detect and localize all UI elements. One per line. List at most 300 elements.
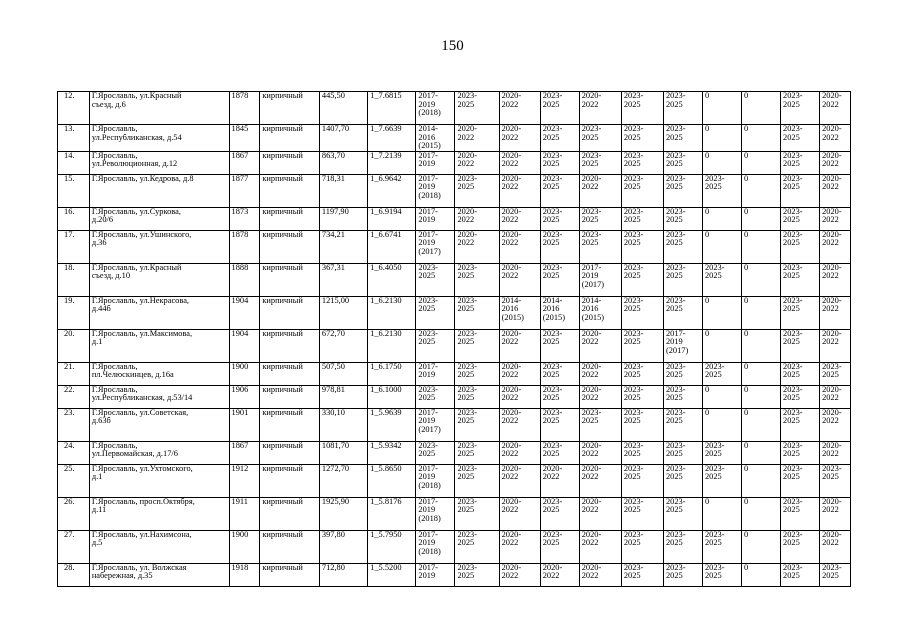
period-9-cell: 0 (742, 207, 781, 230)
period-9-cell: 0 (742, 125, 781, 152)
period-4-cell: 2023- 2025 (540, 263, 579, 296)
building-code-cell: 1_5.8176 (368, 497, 416, 530)
building-code-cell: 1_5.7950 (368, 530, 416, 563)
period-10-cell: 2023- 2025 (781, 263, 820, 296)
period-2-cell: 2023- 2025 (455, 263, 499, 296)
row-number-cell: 15. (58, 174, 90, 207)
period-8-cell: 0 (702, 230, 741, 263)
wall-material-cell: кирпичный (260, 125, 320, 152)
address-cell: Г.Ярославль, ул.Нахимсона, д.5 (89, 530, 229, 563)
period-7-cell: 2023- 2025 (663, 174, 702, 207)
period-6-cell: 2023- 2025 (621, 497, 663, 530)
period-11-cell: 2023- 2025 (820, 563, 851, 586)
table-row (58, 441, 851, 464)
period-1-cell: 2017- 2019 (2018) (416, 530, 455, 563)
building-code-cell: 1_6.2130 (368, 329, 416, 362)
row-number-cell: 25. (58, 464, 90, 497)
period-3-cell: 2020- 2022 (499, 441, 540, 464)
period-3-cell: 2020- 2022 (499, 362, 540, 385)
period-9-cell: 0 (742, 230, 781, 263)
wall-material-cell: кирпичный (260, 497, 320, 530)
period-7-cell: 2023- 2025 (663, 497, 702, 530)
wall-material-cell: кирпичный (260, 441, 320, 464)
buildings-table (57, 91, 851, 587)
period-2-cell: 2020- 2022 (455, 151, 499, 174)
year-built-cell: 1867 (229, 441, 260, 464)
period-5-cell: 2020- 2022 (579, 385, 621, 408)
period-5-cell: 2023- 2025 (579, 125, 621, 152)
period-2-cell: 2023- 2025 (455, 408, 499, 441)
row-number-cell: 27. (58, 530, 90, 563)
period-7-cell: 2023- 2025 (663, 151, 702, 174)
table-row (58, 125, 851, 152)
period-8-cell: 0 (702, 408, 741, 441)
building-code-cell: 1_5.9342 (368, 441, 416, 464)
year-built-cell: 1904 (229, 296, 260, 329)
area-cell: 1081,70 (319, 441, 367, 464)
period-2-cell: 2023- 2025 (455, 362, 499, 385)
period-6-cell: 2023- 2025 (621, 408, 663, 441)
period-9-cell: 0 (742, 441, 781, 464)
period-9-cell: 0 (742, 329, 781, 362)
row-number-cell: 14. (58, 151, 90, 174)
period-7-cell: 2023- 2025 (663, 125, 702, 152)
building-code-cell: 1_5.8650 (368, 464, 416, 497)
period-6-cell: 2023- 2025 (621, 263, 663, 296)
wall-material-cell: кирпичный (260, 92, 320, 125)
wall-material-cell: кирпичный (260, 408, 320, 441)
period-1-cell: 2017- 2019 (2018) (416, 174, 455, 207)
building-code-cell: 1_6.1750 (368, 362, 416, 385)
period-10-cell: 2023- 2025 (781, 362, 820, 385)
row-number-cell: 26. (58, 497, 90, 530)
area-cell: 397,80 (319, 530, 367, 563)
period-5-cell: 2020- 2022 (579, 530, 621, 563)
period-5-cell: 2023- 2025 (579, 151, 621, 174)
period-10-cell: 2023- 2025 (781, 530, 820, 563)
period-10-cell: 2023- 2025 (781, 174, 820, 207)
row-number-cell: 19. (58, 296, 90, 329)
period-2-cell: 2020- 2022 (455, 207, 499, 230)
area-cell: 445,50 (319, 92, 367, 125)
area-cell: 734,21 (319, 230, 367, 263)
table-row (58, 464, 851, 497)
area-cell: 718,31 (319, 174, 367, 207)
building-code-cell: 1_6.2130 (368, 296, 416, 329)
period-1-cell: 2017- 2019 (2018) (416, 497, 455, 530)
wall-material-cell: кирпичный (260, 263, 320, 296)
area-cell: 507,50 (319, 362, 367, 385)
period-1-cell: 2017- 2019 (416, 151, 455, 174)
building-code-cell: 1_6.9194 (368, 207, 416, 230)
period-5-cell: 2020- 2022 (579, 174, 621, 207)
period-10-cell: 2023- 2025 (781, 207, 820, 230)
period-6-cell: 2023- 2025 (621, 174, 663, 207)
period-4-cell: 2023- 2025 (540, 441, 579, 464)
period-10-cell: 2023- 2025 (781, 497, 820, 530)
area-cell: 367,31 (319, 263, 367, 296)
period-9-cell: 0 (742, 92, 781, 125)
year-built-cell: 1867 (229, 151, 260, 174)
period-2-cell: 2023- 2025 (455, 497, 499, 530)
period-11-cell: 2020- 2022 (820, 497, 851, 530)
row-number-cell: 21. (58, 362, 90, 385)
period-8-cell: 0 (702, 296, 741, 329)
year-built-cell: 1906 (229, 385, 260, 408)
wall-material-cell: кирпичный (260, 464, 320, 497)
period-2-cell: 2023- 2025 (455, 92, 499, 125)
period-8-cell: 2023- 2025 (702, 441, 741, 464)
period-10-cell: 2023- 2025 (781, 408, 820, 441)
year-built-cell: 1877 (229, 174, 260, 207)
period-4-cell: 2023- 2025 (540, 497, 579, 530)
period-9-cell: 0 (742, 385, 781, 408)
table-row (58, 408, 851, 441)
period-4-cell: 2020- 2022 (540, 464, 579, 497)
period-3-cell: 2014- 2016 (2015) (499, 296, 540, 329)
period-3-cell: 2020- 2022 (499, 408, 540, 441)
period-4-cell: 2023- 2025 (540, 92, 579, 125)
table-row (58, 497, 851, 530)
year-built-cell: 1904 (229, 329, 260, 362)
area-cell: 978,81 (319, 385, 367, 408)
period-3-cell: 2020- 2022 (499, 263, 540, 296)
table-row (58, 385, 851, 408)
period-7-cell: 2023- 2025 (663, 530, 702, 563)
building-code-cell: 1_6.6741 (368, 230, 416, 263)
wall-material-cell: кирпичный (260, 385, 320, 408)
period-6-cell: 2023- 2025 (621, 563, 663, 586)
period-11-cell: 2023- 2025 (820, 464, 851, 497)
year-built-cell: 1901 (229, 408, 260, 441)
year-built-cell: 1900 (229, 362, 260, 385)
building-code-cell: 1_7.2139 (368, 151, 416, 174)
period-7-cell: 2023- 2025 (663, 464, 702, 497)
address-cell: Г.Ярославль, ул.Красный съезд, д.6 (89, 92, 229, 125)
period-4-cell: 2023- 2025 (540, 362, 579, 385)
address-cell: Г.Ярославль, ул. Волжская набережная, д.35 (89, 563, 229, 586)
period-7-cell: 2023- 2025 (663, 230, 702, 263)
period-2-cell: 2020- 2022 (455, 230, 499, 263)
period-3-cell: 2020- 2022 (499, 530, 540, 563)
address-cell: Г.Ярославль, ул.Некрасова, д.44б (89, 296, 229, 329)
period-10-cell: 2023- 2025 (781, 563, 820, 586)
period-8-cell: 2023- 2025 (702, 174, 741, 207)
row-number-cell: 28. (58, 563, 90, 586)
wall-material-cell: кирпичный (260, 329, 320, 362)
year-built-cell: 1878 (229, 92, 260, 125)
table-row (58, 362, 851, 385)
period-3-cell: 2020- 2022 (499, 329, 540, 362)
period-2-cell: 2023- 2025 (455, 385, 499, 408)
period-8-cell: 0 (702, 125, 741, 152)
period-8-cell: 0 (702, 385, 741, 408)
period-4-cell: 2023- 2025 (540, 174, 579, 207)
period-10-cell: 2023- 2025 (781, 296, 820, 329)
period-11-cell: 2020- 2022 (820, 263, 851, 296)
year-built-cell: 1911 (229, 497, 260, 530)
table-row (58, 92, 851, 125)
period-2-cell: 2023- 2025 (455, 174, 499, 207)
period-7-cell: 2023- 2025 (663, 441, 702, 464)
area-cell: 1272,70 (319, 464, 367, 497)
period-1-cell: 2023- 2025 (416, 329, 455, 362)
period-5-cell: 2020- 2022 (579, 441, 621, 464)
row-number-cell: 24. (58, 441, 90, 464)
year-built-cell: 1845 (229, 125, 260, 152)
period-6-cell: 2023- 2025 (621, 230, 663, 263)
building-code-cell: 1_5.5200 (368, 563, 416, 586)
row-number-cell: 17. (58, 230, 90, 263)
address-cell: Г.Ярославль, ул.Красный съезд, д.10 (89, 263, 229, 296)
period-10-cell: 2023- 2025 (781, 92, 820, 125)
period-11-cell: 2020- 2022 (820, 408, 851, 441)
period-9-cell: 0 (742, 362, 781, 385)
period-1-cell: 2017- 2019 (2018) (416, 464, 455, 497)
address-cell: Г.Ярославль, ул.Революционная, д.12 (89, 151, 229, 174)
period-10-cell: 2023- 2025 (781, 385, 820, 408)
period-2-cell: 2023- 2025 (455, 441, 499, 464)
period-5-cell: 2023- 2025 (579, 230, 621, 263)
period-8-cell: 2023- 2025 (702, 464, 741, 497)
period-9-cell: 0 (742, 530, 781, 563)
row-number-cell: 23. (58, 408, 90, 441)
wall-material-cell: кирпичный (260, 207, 320, 230)
period-8-cell: 0 (702, 207, 741, 230)
address-cell: Г.Ярославль, ул.Республиканская, д.54 (89, 125, 229, 152)
period-11-cell: 2020- 2022 (820, 207, 851, 230)
period-7-cell: 2023- 2025 (663, 408, 702, 441)
table-row (58, 207, 851, 230)
period-2-cell: 2023- 2025 (455, 464, 499, 497)
period-1-cell: 2017- 2019 (416, 362, 455, 385)
year-built-cell: 1900 (229, 530, 260, 563)
area-cell: 672,70 (319, 329, 367, 362)
period-8-cell: 0 (702, 92, 741, 125)
period-1-cell: 2017- 2019 (416, 207, 455, 230)
period-9-cell: 0 (742, 296, 781, 329)
period-10-cell: 2023- 2025 (781, 441, 820, 464)
wall-material-cell: кирпичный (260, 362, 320, 385)
period-4-cell: 2023- 2025 (540, 530, 579, 563)
area-cell: 712,80 (319, 563, 367, 586)
period-7-cell: 2023- 2025 (663, 263, 702, 296)
address-cell: Г.Ярославль, ул.Суркова, д.20/6 (89, 207, 229, 230)
period-5-cell: 2020- 2022 (579, 563, 621, 586)
period-6-cell: 2023- 2025 (621, 125, 663, 152)
period-7-cell: 2023- 2025 (663, 563, 702, 586)
row-number-cell: 20. (58, 329, 90, 362)
period-5-cell: 2017- 2019 (2017) (579, 263, 621, 296)
period-3-cell: 2020- 2022 (499, 207, 540, 230)
period-4-cell: 2023- 2025 (540, 385, 579, 408)
period-1-cell: 2023- 2025 (416, 296, 455, 329)
period-6-cell: 2023- 2025 (621, 92, 663, 125)
period-6-cell: 2023- 2025 (621, 441, 663, 464)
period-4-cell: 2023- 2025 (540, 408, 579, 441)
period-10-cell: 2023- 2025 (781, 151, 820, 174)
period-1-cell: 2017- 2019 (2017) (416, 230, 455, 263)
period-10-cell: 2023- 2025 (781, 329, 820, 362)
wall-material-cell: кирпичный (260, 296, 320, 329)
building-code-cell: 1_6.9642 (368, 174, 416, 207)
period-5-cell: 2020- 2022 (579, 464, 621, 497)
period-6-cell: 2023- 2025 (621, 151, 663, 174)
wall-material-cell: кирпичный (260, 174, 320, 207)
period-6-cell: 2023- 2025 (621, 329, 663, 362)
period-11-cell: 2020- 2022 (820, 174, 851, 207)
period-1-cell: 2014- 2016 (2015) (416, 125, 455, 152)
period-11-cell: 2020- 2022 (820, 92, 851, 125)
period-2-cell: 2023- 2025 (455, 296, 499, 329)
period-11-cell: 2020- 2022 (820, 151, 851, 174)
period-3-cell: 2020- 2022 (499, 125, 540, 152)
period-2-cell: 2023- 2025 (455, 530, 499, 563)
period-5-cell: 2020- 2022 (579, 497, 621, 530)
period-9-cell: 0 (742, 464, 781, 497)
period-8-cell: 0 (702, 497, 741, 530)
period-5-cell: 2020- 2022 (579, 362, 621, 385)
page-number: 150 (441, 38, 464, 54)
period-4-cell: 2014- 2016 (2015) (540, 296, 579, 329)
period-8-cell: 2023- 2025 (702, 530, 741, 563)
year-built-cell: 1878 (229, 230, 260, 263)
period-8-cell: 0 (702, 329, 741, 362)
period-11-cell: 2020- 2022 (820, 441, 851, 464)
table-row (58, 174, 851, 207)
address-cell: Г.Ярославль, просп.Октября, д.11 (89, 497, 229, 530)
period-2-cell: 2023- 2025 (455, 563, 499, 586)
period-6-cell: 2023- 2025 (621, 362, 663, 385)
year-built-cell: 1888 (229, 263, 260, 296)
period-3-cell: 2020- 2022 (499, 563, 540, 586)
period-1-cell: 2023- 2025 (416, 263, 455, 296)
period-3-cell: 2020- 2022 (499, 385, 540, 408)
period-8-cell: 2023- 2025 (702, 362, 741, 385)
period-3-cell: 2020- 2022 (499, 497, 540, 530)
wall-material-cell: кирпичный (260, 563, 320, 586)
period-7-cell: 2023- 2025 (663, 92, 702, 125)
period-4-cell: 2023- 2025 (540, 207, 579, 230)
period-7-cell: 2023- 2025 (663, 296, 702, 329)
period-8-cell: 2023- 2025 (702, 263, 741, 296)
building-code-cell: 1_5.9639 (368, 408, 416, 441)
period-4-cell: 2023- 2025 (540, 329, 579, 362)
period-6-cell: 2023- 2025 (621, 385, 663, 408)
row-number-cell: 16. (58, 207, 90, 230)
period-9-cell: 0 (742, 263, 781, 296)
period-11-cell: 2020- 2022 (820, 329, 851, 362)
table-row (58, 263, 851, 296)
year-built-cell: 1873 (229, 207, 260, 230)
building-code-cell: 1_6.4050 (368, 263, 416, 296)
period-5-cell: 2020- 2022 (579, 92, 621, 125)
period-11-cell: 2020- 2022 (820, 296, 851, 329)
row-number-cell: 12. (58, 92, 90, 125)
period-11-cell: 2020- 2022 (820, 530, 851, 563)
period-8-cell: 2023- 2025 (702, 563, 741, 586)
period-10-cell: 2023- 2025 (781, 125, 820, 152)
period-4-cell: 2023- 2025 (540, 230, 579, 263)
period-6-cell: 2023- 2025 (621, 296, 663, 329)
address-cell: Г.Ярославль, ул.Максимова, д.1 (89, 329, 229, 362)
area-cell: 1925,90 (319, 497, 367, 530)
area-cell: 1197,90 (319, 207, 367, 230)
period-11-cell: 2020- 2022 (820, 385, 851, 408)
period-7-cell: 2017- 2019 (2017) (663, 329, 702, 362)
period-11-cell: 2023- 2025 (820, 362, 851, 385)
table-row (58, 230, 851, 263)
period-8-cell: 0 (702, 151, 741, 174)
table-row (58, 329, 851, 362)
address-cell: Г.Ярославль, ул.Ухтомского, д.1 (89, 464, 229, 497)
period-5-cell: 2023- 2025 (579, 408, 621, 441)
period-9-cell: 0 (742, 408, 781, 441)
period-3-cell: 2020- 2022 (499, 174, 540, 207)
period-5-cell: 2020- 2022 (579, 329, 621, 362)
area-cell: 330,10 (319, 408, 367, 441)
row-number-cell: 13. (58, 125, 90, 152)
period-2-cell: 2023- 2025 (455, 329, 499, 362)
year-built-cell: 1912 (229, 464, 260, 497)
period-7-cell: 2023- 2025 (663, 207, 702, 230)
period-11-cell: 2020- 2022 (820, 125, 851, 152)
period-11-cell: 2020- 2022 (820, 230, 851, 263)
wall-material-cell: кирпичный (260, 151, 320, 174)
address-cell: Г.Ярославль, ул.Советская, д.63б (89, 408, 229, 441)
building-code-cell: 1_7.6639 (368, 125, 416, 152)
year-built-cell: 1918 (229, 563, 260, 586)
period-9-cell: 0 (742, 174, 781, 207)
period-5-cell: 2014- 2016 (2015) (579, 296, 621, 329)
period-7-cell: 2023- 2025 (663, 362, 702, 385)
period-1-cell: 2017- 2019 (416, 563, 455, 586)
period-6-cell: 2023- 2025 (621, 530, 663, 563)
area-cell: 1215,00 (319, 296, 367, 329)
period-1-cell: 2017- 2019 (2017) (416, 408, 455, 441)
address-cell: Г.Ярославль, пл.Челюскинцев, д.16а (89, 362, 229, 385)
building-code-cell: 1_6.1000 (368, 385, 416, 408)
period-10-cell: 2023- 2025 (781, 230, 820, 263)
address-cell: Г.Ярославль, ул.Кедрова, д.8 (89, 174, 229, 207)
period-3-cell: 2020- 2022 (499, 151, 540, 174)
period-4-cell: 2020- 2022 (540, 563, 579, 586)
period-1-cell: 2023- 2025 (416, 385, 455, 408)
period-9-cell: 0 (742, 151, 781, 174)
building-code-cell: 1_7.6815 (368, 92, 416, 125)
period-3-cell: 2020- 2022 (499, 230, 540, 263)
address-cell: Г.Ярославль, ул.Республиканская, д.53/14 (89, 385, 229, 408)
period-1-cell: 2023- 2025 (416, 441, 455, 464)
period-2-cell: 2020- 2022 (455, 125, 499, 152)
period-7-cell: 2023- 2025 (663, 385, 702, 408)
address-cell: Г.Ярославль, ул.Первомайская, д.17/6 (89, 441, 229, 464)
row-number-cell: 22. (58, 385, 90, 408)
period-4-cell: 2023- 2025 (540, 151, 579, 174)
address-cell: Г.Ярославль, ул.Ушинского, д.36 (89, 230, 229, 263)
period-9-cell: 0 (742, 563, 781, 586)
period-5-cell: 2023- 2025 (579, 207, 621, 230)
table-row (58, 563, 851, 586)
area-cell: 863,70 (319, 151, 367, 174)
period-1-cell: 2017- 2019 (2018) (416, 92, 455, 125)
wall-material-cell: кирпичный (260, 530, 320, 563)
wall-material-cell: кирпичный (260, 230, 320, 263)
period-9-cell: 0 (742, 497, 781, 530)
area-cell: 1407,70 (319, 125, 367, 152)
period-3-cell: 2020- 2022 (499, 92, 540, 125)
row-number-cell: 18. (58, 263, 90, 296)
